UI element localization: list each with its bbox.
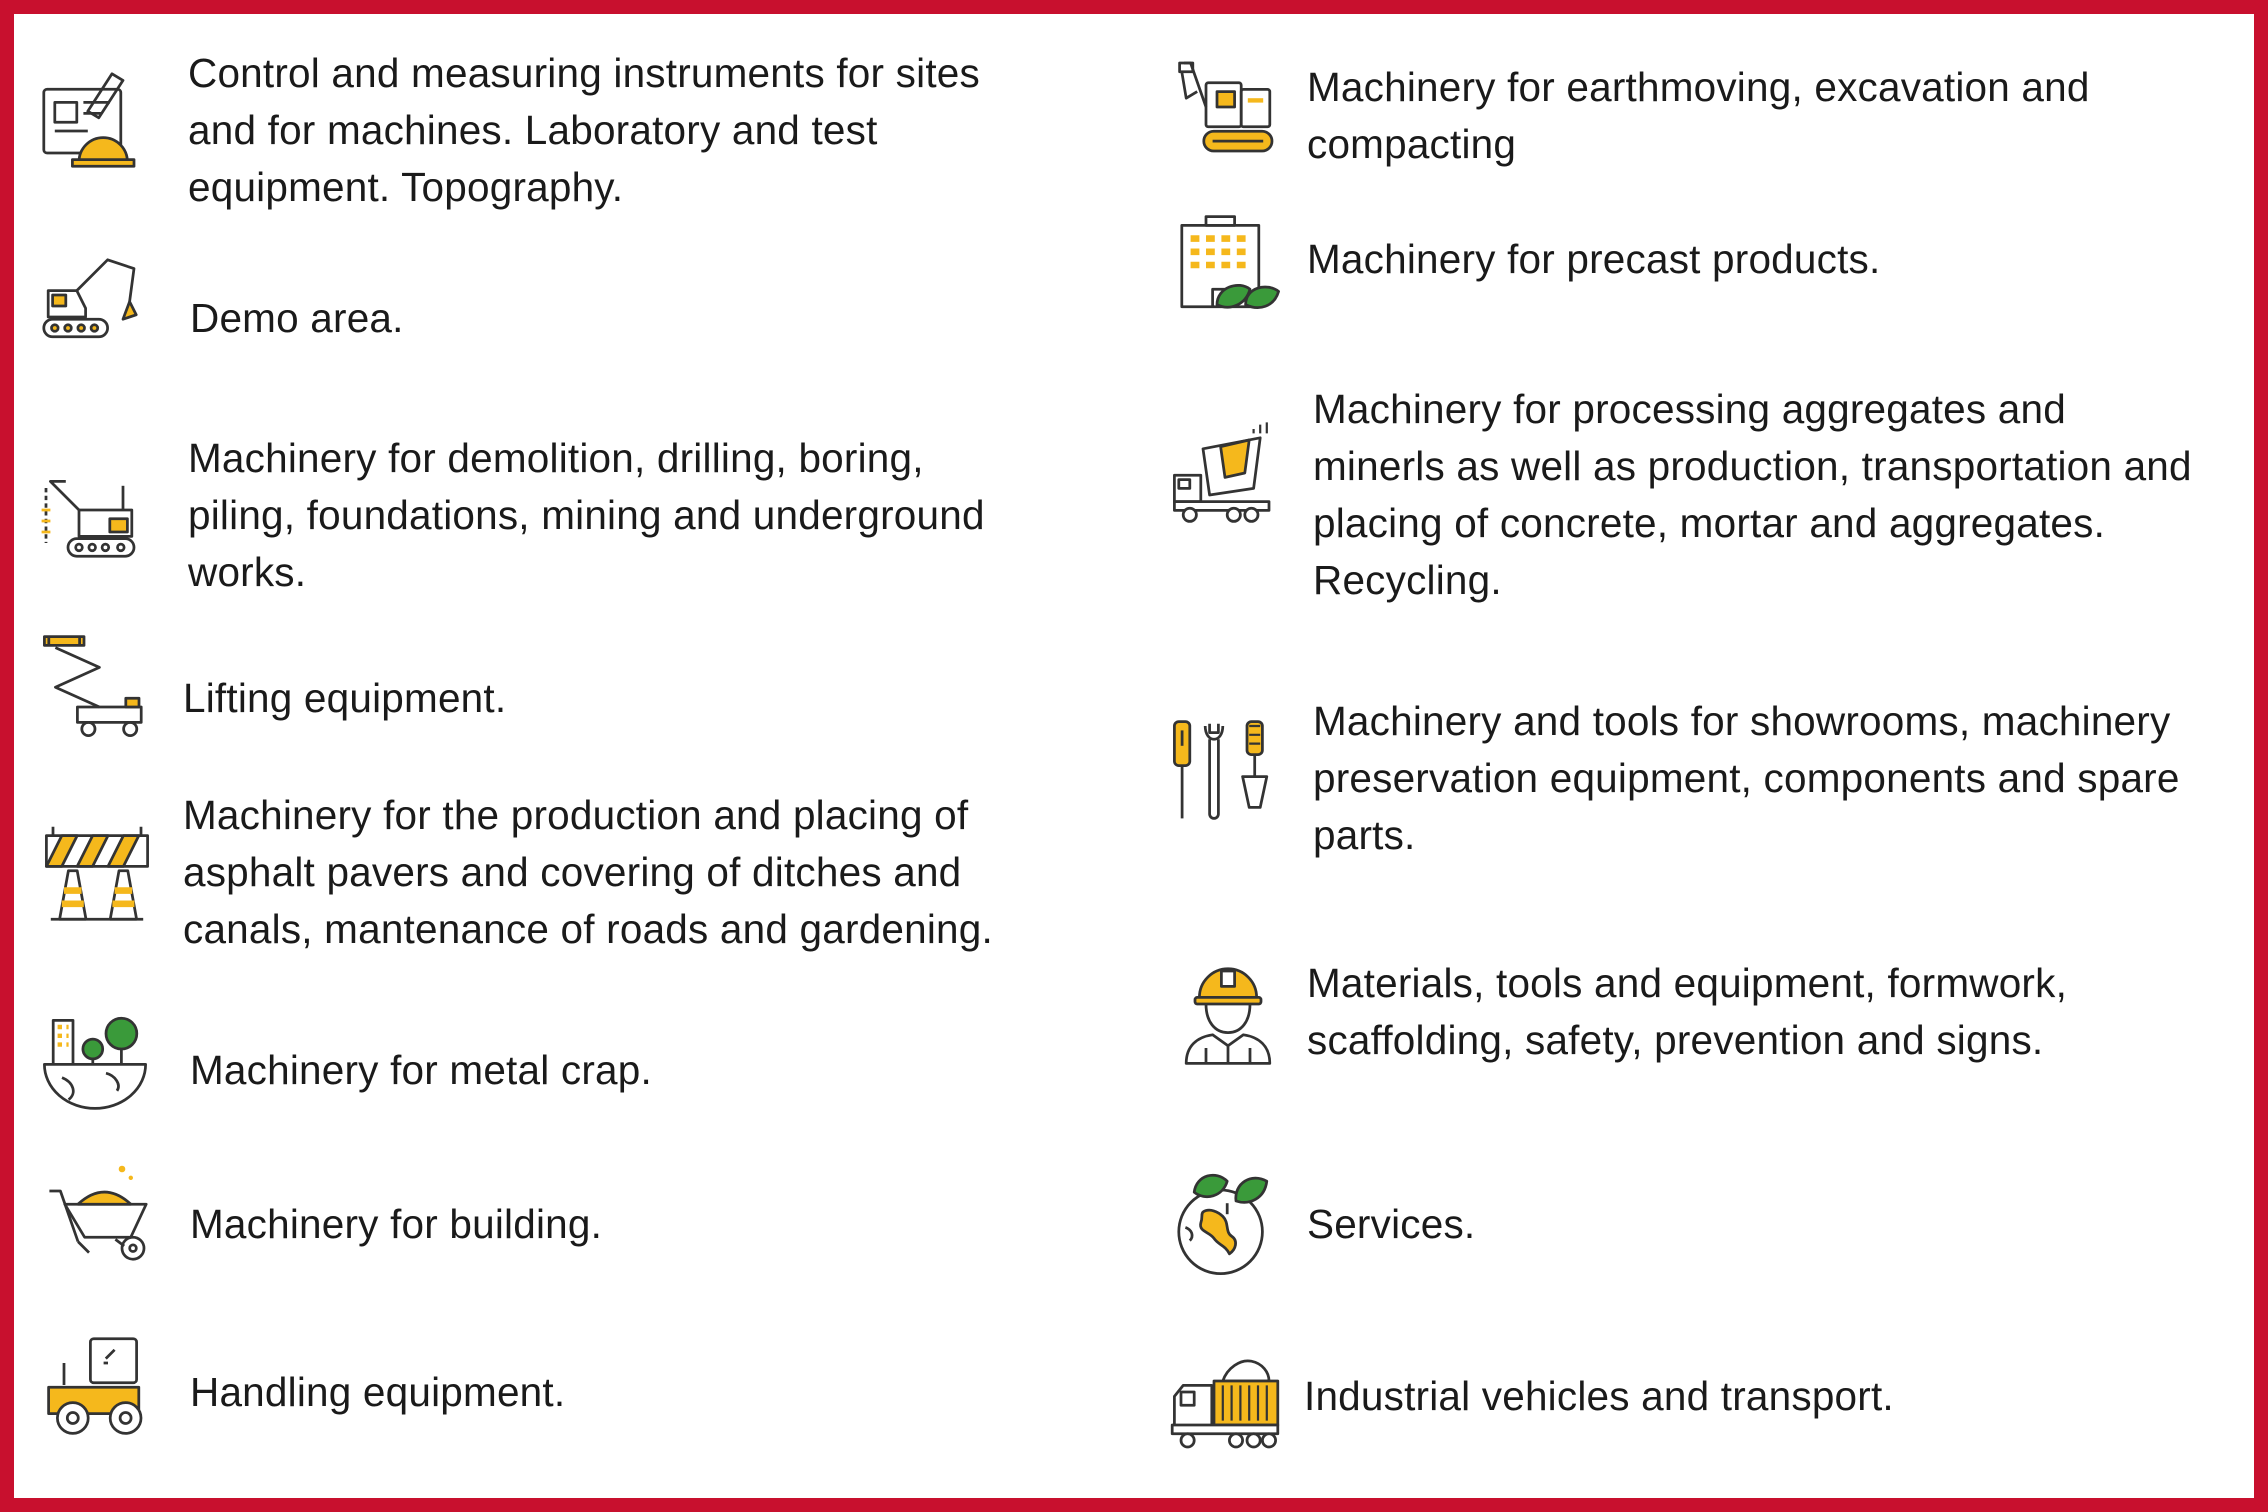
- item-text-line: Services.: [1307, 1201, 1476, 1247]
- item-text-line: works.: [188, 549, 307, 595]
- item-text-line: Demo area.: [190, 295, 404, 341]
- item-text-line: piling, foundations, mining and underground: [188, 492, 985, 538]
- item-text-line: scaffolding, safety, prevention and signs.: [1307, 1017, 2044, 1063]
- item-text-line: Machinery for building.: [190, 1201, 603, 1247]
- road-barrier-icon: [42, 818, 152, 928]
- item-text-line: minerls as well as production, transportation and: [1313, 443, 2192, 489]
- item-text-line: Industrial vehicles and transport.: [1304, 1373, 1894, 1419]
- scissor-lift-icon: [40, 630, 150, 740]
- item-text-line: Materials, tools and equipment, formwork,: [1307, 960, 2068, 1006]
- wheelbarrow-icon: [45, 1158, 155, 1268]
- item-text-line: Machinery for processing aggregates and: [1313, 386, 2066, 432]
- digger-icon: [1173, 52, 1283, 162]
- item-text-line: equipment. Topography.: [188, 164, 624, 210]
- item-text-line: parts.: [1313, 812, 1416, 858]
- item-text-line: preservation equipment, components and spare: [1313, 755, 2180, 801]
- item-text-line: Machinery for demolition, drilling, boring,: [188, 435, 924, 481]
- item-text-line: Machinery for metal crap.: [190, 1047, 652, 1093]
- drilling-rig-icon: [35, 455, 145, 565]
- item-text-line: compacting: [1307, 121, 1517, 167]
- item-text-line: Machinery and tools for showrooms, machinery: [1313, 698, 2171, 744]
- item-text-line: Handling equipment.: [190, 1369, 566, 1415]
- item-text-line: Machinery for precast products.: [1307, 236, 1881, 282]
- item-text-line: Machinery for earthmoving, excavation and: [1307, 64, 2090, 110]
- concrete-mixer-truck-icon: [1170, 418, 1280, 528]
- item-text-line: canals, mantenance of roads and gardening.: [183, 906, 993, 952]
- worker-icon: [1173, 960, 1283, 1070]
- item-text-line: and for machines. Laboratory and test: [188, 107, 878, 153]
- item-text-line: placing of concrete, mortar and aggregates.: [1313, 500, 2106, 546]
- tractor-icon: [42, 1330, 152, 1440]
- item-text-line: Recycling.: [1313, 557, 1502, 603]
- item-text-line: Lifting equipment.: [183, 675, 507, 721]
- item-text-line: asphalt pavers and covering of ditches and: [183, 849, 962, 895]
- city-globe-icon: [40, 1005, 150, 1115]
- item-text-line: Machinery for the production and placing of: [183, 792, 969, 838]
- excavator-icon: [35, 240, 145, 350]
- blueprint-helmet-icon: [35, 65, 145, 175]
- eco-globe-icon: [1170, 1168, 1280, 1278]
- building-leaves-icon: [1173, 210, 1283, 320]
- tools-icon: [1170, 715, 1280, 825]
- item-text-line: Control and measuring instruments for sites: [188, 50, 980, 96]
- dump-truck-icon: [1170, 1348, 1280, 1458]
